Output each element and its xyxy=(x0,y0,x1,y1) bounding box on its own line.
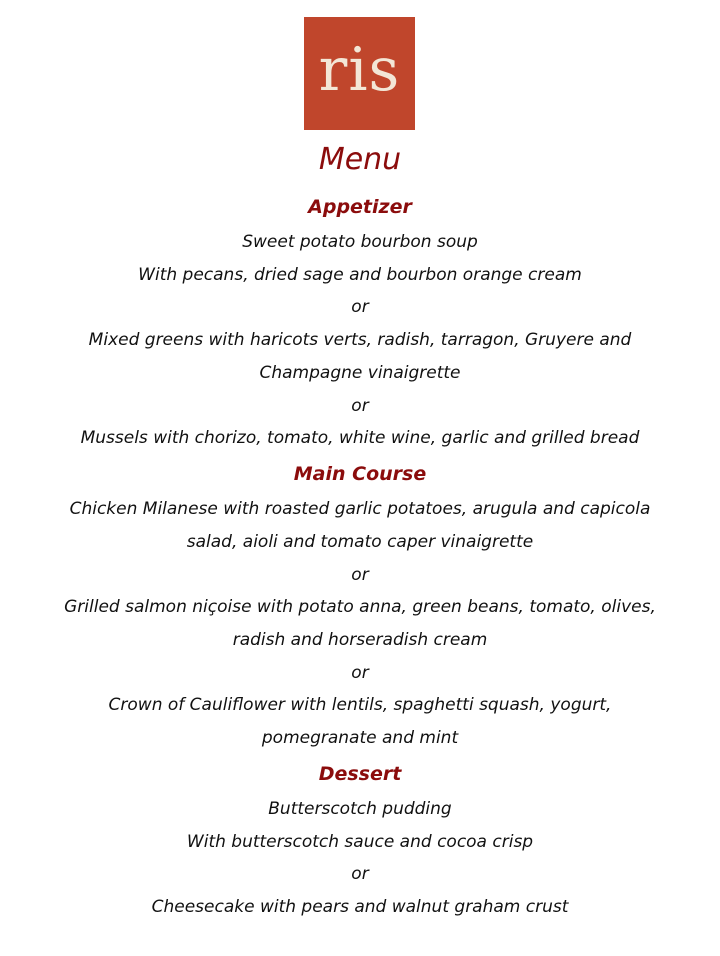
menu-line-or: or xyxy=(351,663,369,683)
menu-line-or: or xyxy=(351,297,369,317)
menu-line: With butterscotch sauce and cocoa crisp xyxy=(186,832,534,852)
menu-line: Champagne vinaigrette xyxy=(259,363,461,383)
main-course-heading: Main Course xyxy=(293,463,427,485)
menu-line: Crown of Cauliflower with lentils, spaghetti squash, yogurt, xyxy=(108,695,612,715)
menu-line: Chicken Milanese with roasted garlic potatoes, arugula and capicola xyxy=(69,499,651,519)
menu-line: pomegranate and mint xyxy=(261,728,459,748)
menu-line: Grilled salmon niçoise with potato anna, green beans, tomato, olives, xyxy=(64,597,656,617)
appetizer-heading: Appetizer xyxy=(308,196,412,218)
menu-line: salad, aioli and tomato caper vinaigrette xyxy=(186,532,534,552)
menu-line: radish and horseradish cream xyxy=(232,630,488,650)
menu-line: Mixed greens with haricots verts, radish, tarragon, Gruyere and xyxy=(88,330,632,350)
menu-line: Sweet potato bourbon soup xyxy=(242,232,478,252)
menu-line: Mussels with chorizo, tomato, white wine, garlic and grilled bread xyxy=(80,428,640,448)
menu-line-or: or xyxy=(351,864,369,884)
menu-title: Menu xyxy=(318,142,402,177)
ris-logo xyxy=(304,17,415,130)
menu-line-or: or xyxy=(351,565,369,585)
dessert-heading: Dessert xyxy=(318,763,402,785)
menu-line: Cheesecake with pears and walnut graham crust xyxy=(151,897,569,917)
menu-line: Butterscotch pudding xyxy=(268,799,452,819)
menu-line-or: or xyxy=(351,396,369,416)
menu-line: With pecans, dried sage and bourbon orange cream xyxy=(138,265,582,285)
logo-text: ris xyxy=(318,34,401,105)
